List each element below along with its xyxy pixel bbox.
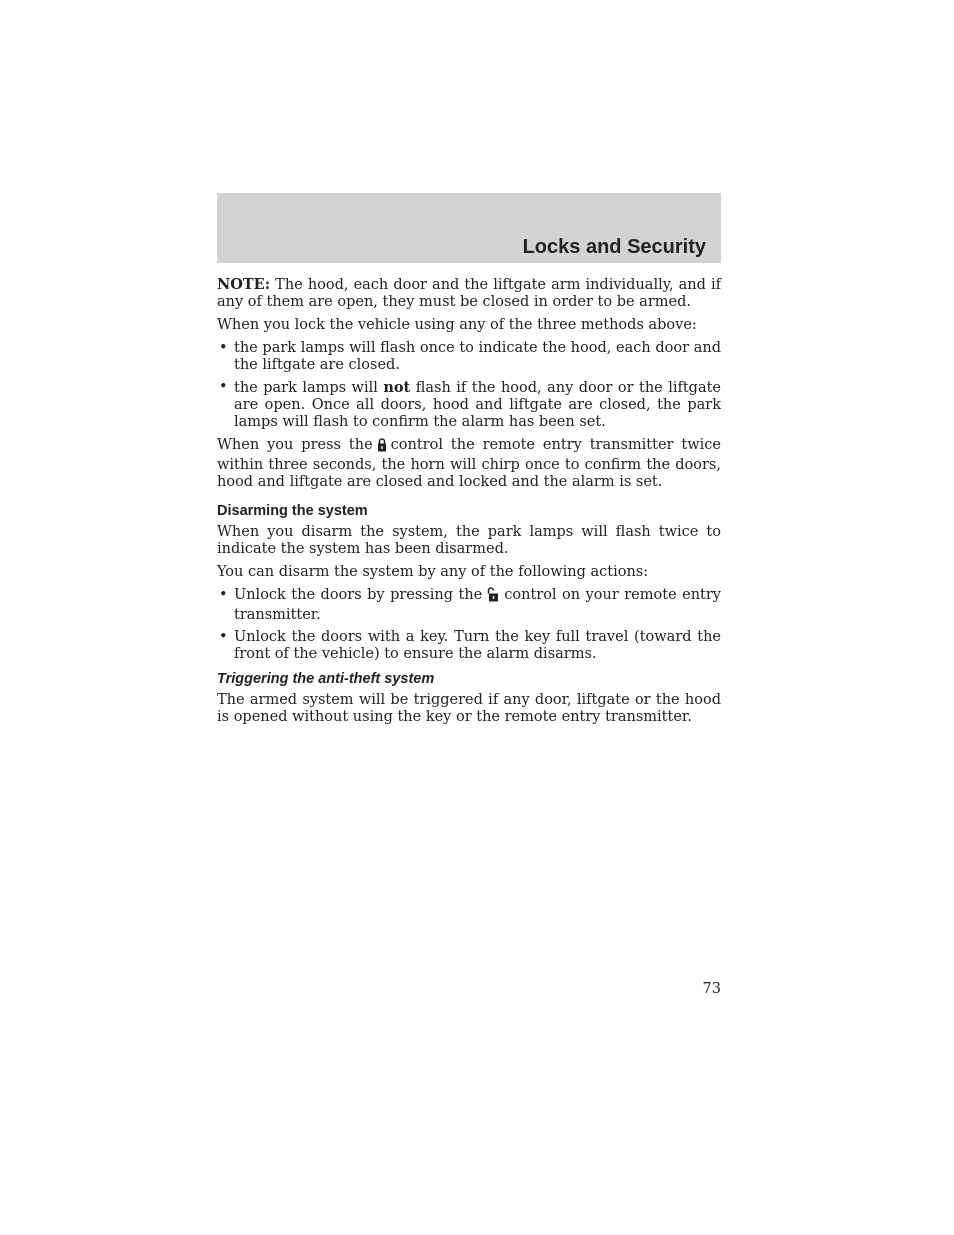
list-item: [217, 629, 721, 663]
section-title: Locks and Security: [522, 236, 706, 258]
section-header-band: [217, 193, 721, 263]
press-lock-text: When you press the: [217, 437, 373, 453]
bullet-text: the park lamps will flash once to indicate the hood, each door and the liftgate are closed.: [234, 340, 721, 373]
press-lock-text: control the remote entry transmitter twice within three seconds, the horn will chirp once to confirm the doors, hood and liftgate are closed and locked and the alarm is set.: [217, 437, 721, 490]
bullet-text: Unlock the doors with a key. Turn the key full travel (toward the front of the vehicle) to ensure the alarm disarms.: [234, 629, 721, 662]
bullet-emphasis: not: [383, 379, 411, 396]
disarm-paragraph: When you disarm the system, the park lamps will flash twice to indicate the system has been disarmed.: [217, 524, 721, 557]
list-item: [217, 340, 721, 374]
unlock-icon: [486, 587, 500, 607]
bullet-text: Unlock the doors by pressing the: [234, 587, 483, 603]
note-text: The hood, each door and the liftgate arm individually, and if any of them are open, they must be closed in order to be armed.: [217, 277, 721, 310]
disarm-actions-paragraph: You can disarm the system by any of the following actions:: [217, 564, 649, 580]
disarm-bullet-list: [217, 587, 721, 663]
page-number: 73: [702, 981, 721, 997]
triggering-paragraph: The armed system will be triggered if any door, liftgate or the hood is opened without using the key or the remote entry transmitter.: [217, 692, 721, 725]
note-label: NOTE:: [217, 276, 271, 293]
bullet-text: the park lamps will: [234, 380, 384, 396]
note-paragraph: [217, 276, 721, 311]
triggering-heading: Triggering the anti-theft system: [217, 671, 435, 687]
lock-icon: [377, 437, 387, 457]
page-content: [217, 276, 721, 732]
bullet-text: flash if the hood, any door or the liftgate are open. Once all doors, hood and liftgate are closed, the park lamps will flash to confirm the alarm has been set.: [234, 380, 722, 430]
list-item: [217, 587, 721, 624]
lock-bullet-list: [217, 340, 721, 431]
list-item: [217, 379, 721, 431]
lock-methods-paragraph: When you lock the vehicle using any of the three methods above:: [217, 317, 697, 333]
bullet-text: control on your remote entry transmitter.: [234, 587, 722, 623]
press-lock-paragraph: [217, 437, 721, 491]
disarming-heading: Disarming the system: [217, 503, 368, 519]
